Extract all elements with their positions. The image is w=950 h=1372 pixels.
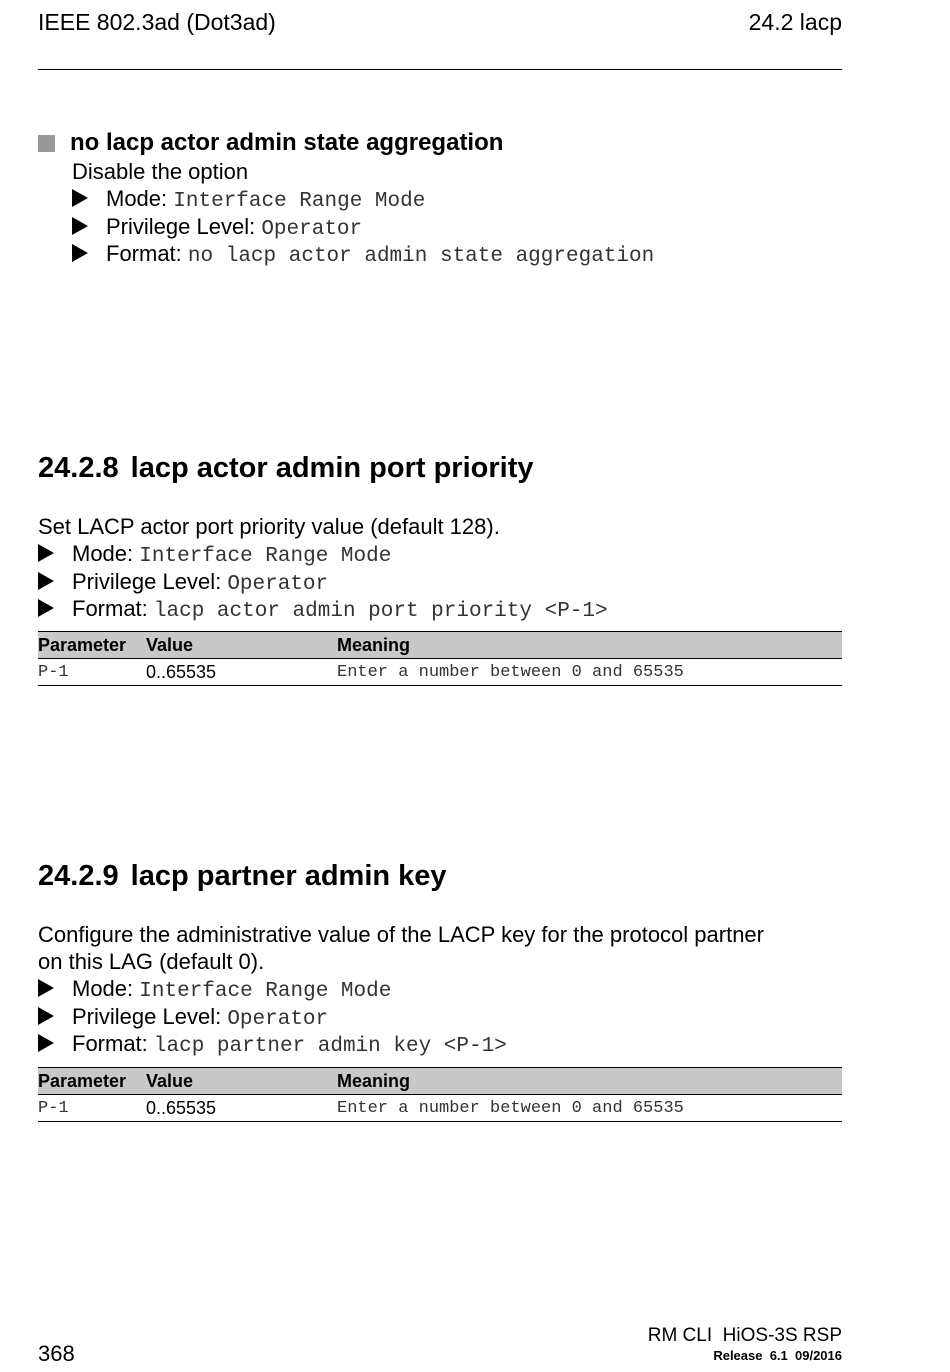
property-value: lacp actor admin port priority <P-1> bbox=[153, 600, 608, 623]
property-label: Format: bbox=[72, 1031, 148, 1056]
triangle-bullet-icon bbox=[38, 544, 54, 562]
triangle-bullet-icon bbox=[72, 217, 88, 235]
document-title: RM CLI HiOS-3S RSP bbox=[647, 1325, 842, 1346]
header-parameter: Parameter bbox=[38, 632, 146, 659]
property-format bbox=[72, 240, 654, 268]
cell-value: 0..65535 bbox=[146, 659, 337, 686]
cell-meaning: Enter a number between 0 and 65535 bbox=[337, 659, 842, 686]
page-number: 368 bbox=[38, 1341, 75, 1366]
header-parameter: Parameter bbox=[38, 1068, 146, 1095]
section-number: 24.2.9 bbox=[38, 860, 119, 892]
property-privilege bbox=[72, 213, 654, 241]
header-divider bbox=[38, 69, 842, 70]
triangle-bullet-icon bbox=[38, 979, 54, 997]
property-value: Interface Range Mode bbox=[139, 980, 392, 1003]
property-privilege bbox=[38, 1003, 842, 1031]
parameter-table-24-2-8 bbox=[38, 631, 842, 686]
property-value: Operator bbox=[261, 217, 363, 241]
property-label: Privilege Level: bbox=[72, 1003, 222, 1029]
property-value: Operator bbox=[227, 1007, 329, 1031]
property-mode bbox=[38, 540, 842, 568]
section-properties bbox=[38, 975, 842, 1058]
section-description: Set LACP actor port priority value (default 128). bbox=[38, 514, 500, 539]
section-description-line-1: Configure the administrative value of the LACP key for the protocol partner bbox=[38, 922, 764, 947]
triangle-bullet-icon bbox=[38, 1034, 54, 1052]
property-mode bbox=[38, 975, 842, 1003]
running-header-section: 24.2 lacp bbox=[748, 9, 842, 35]
parameter-table-24-2-9 bbox=[38, 1067, 842, 1122]
table-row bbox=[38, 1095, 842, 1122]
command-heading bbox=[38, 128, 654, 158]
property-value: Operator bbox=[227, 572, 329, 596]
section-description-line-2: on this LAG (default 0). bbox=[38, 949, 265, 974]
property-label: Privilege Level: bbox=[106, 213, 256, 239]
section-title: lacp actor admin port priority bbox=[130, 452, 534, 484]
section-properties bbox=[38, 540, 842, 623]
triangle-bullet-icon bbox=[72, 244, 88, 262]
header-value: Value bbox=[146, 1068, 337, 1095]
property-value: no lacp actor admin state aggregation bbox=[187, 245, 655, 268]
triangle-bullet-icon bbox=[72, 189, 88, 207]
header-meaning: Meaning bbox=[337, 1068, 842, 1095]
section-body-24-2-9 bbox=[38, 921, 842, 1058]
property-value: lacp partner admin key <P-1> bbox=[153, 1035, 507, 1058]
property-value: Interface Range Mode bbox=[139, 545, 392, 568]
command-title: no lacp actor admin state aggregation bbox=[70, 129, 504, 156]
property-label: Privilege Level: bbox=[72, 568, 222, 594]
triangle-bullet-icon bbox=[38, 572, 54, 590]
release-info: Release 6.1 09/2016 bbox=[713, 1348, 842, 1363]
cell-parameter: P-1 bbox=[38, 659, 146, 686]
square-bullet-icon bbox=[38, 135, 55, 152]
table-header-row bbox=[38, 1068, 842, 1095]
property-label: Format: bbox=[72, 596, 148, 621]
property-format bbox=[38, 1030, 842, 1058]
cell-meaning: Enter a number between 0 and 65535 bbox=[337, 1095, 842, 1122]
property-label: Mode: bbox=[72, 976, 134, 1001]
header-meaning: Meaning bbox=[337, 632, 842, 659]
running-header-chapter: IEEE 802.3ad (Dot3ad) bbox=[38, 9, 276, 35]
cell-value: 0..65535 bbox=[146, 1095, 337, 1122]
property-mode bbox=[72, 185, 654, 213]
property-value: Interface Range Mode bbox=[173, 190, 426, 213]
cell-parameter: P-1 bbox=[38, 1095, 146, 1122]
command-description: Disable the option bbox=[72, 159, 249, 184]
property-label: Format: bbox=[106, 241, 182, 266]
header-value: Value bbox=[146, 632, 337, 659]
table-row bbox=[38, 659, 842, 686]
property-format bbox=[38, 595, 842, 623]
property-privilege bbox=[38, 568, 842, 596]
section-number: 24.2.8 bbox=[38, 452, 119, 484]
property-label: Mode: bbox=[106, 186, 168, 211]
section-heading-24-2-9 bbox=[38, 860, 447, 893]
triangle-bullet-icon bbox=[38, 599, 54, 617]
table-header-row bbox=[38, 632, 842, 659]
triangle-bullet-icon bbox=[38, 1007, 54, 1025]
command-properties bbox=[72, 185, 654, 268]
section-body-24-2-8 bbox=[38, 513, 842, 623]
section-heading-24-2-8 bbox=[38, 452, 533, 485]
section-title: lacp partner admin key bbox=[130, 860, 447, 892]
property-label: Mode: bbox=[72, 541, 134, 566]
no-command-block bbox=[38, 128, 654, 268]
